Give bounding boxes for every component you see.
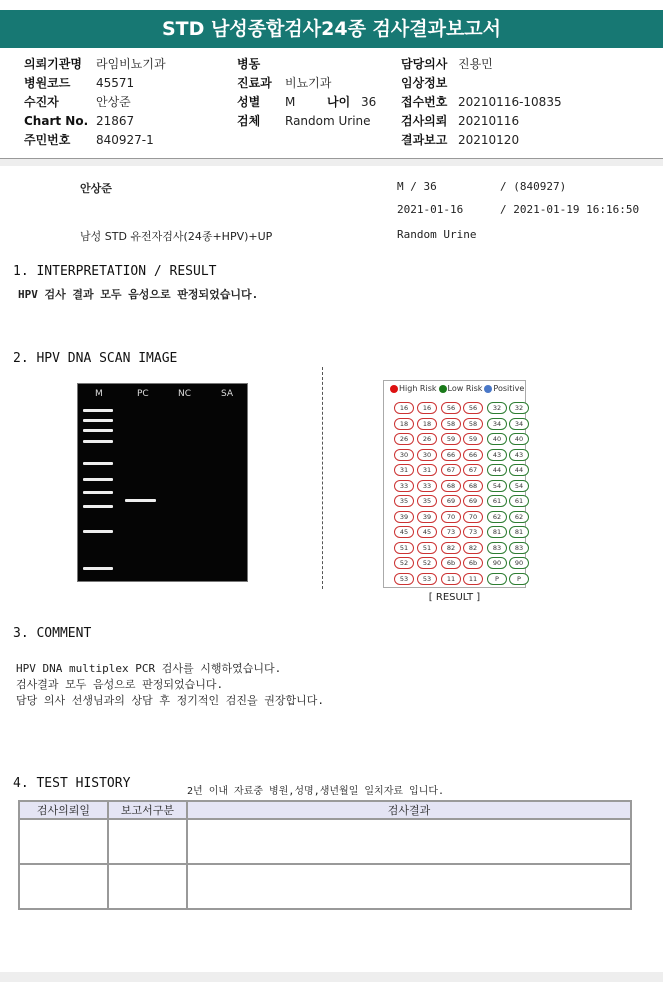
info-label: 진료과: [237, 76, 272, 90]
interpretation-text: HPV 검사 결과 모두 음성으로 판정되었습니다.: [18, 288, 259, 301]
marker-band: [83, 409, 113, 412]
section-comment-title: 3. COMMENT: [13, 626, 92, 641]
high-risk-dot-icon: [390, 385, 398, 393]
hpv-dot-high-risk: 35: [417, 495, 437, 507]
marker-band: [83, 505, 113, 508]
hpv-dot-high-risk: 30: [417, 449, 437, 461]
info-row-hospital-code: [24, 74, 166, 93]
info-row-doctor: [401, 55, 562, 74]
hpv-dot-high-risk: 11: [463, 573, 483, 585]
hpv-dot-high-risk: 67: [441, 464, 461, 476]
info-row-patient: [24, 93, 166, 112]
hpv-dot-low-risk: 90: [487, 557, 507, 569]
hpv-dot-high-risk: 51: [394, 542, 414, 554]
info-mid-column: [237, 55, 376, 131]
info-label: 나이: [327, 95, 351, 109]
hpv-dot-high-risk: 69: [441, 495, 461, 507]
hpv-dot-high-risk: 33: [394, 480, 414, 492]
info-label: 접수번호: [401, 95, 448, 109]
hpv-dot-high-risk: 11: [441, 573, 461, 585]
hpv-dot-high-risk: 18: [417, 418, 437, 430]
positive-dot-icon: [484, 385, 492, 393]
info-row-ward: [237, 55, 376, 74]
hpv-dot-low-risk: P: [509, 573, 529, 585]
info-row-clinical: [401, 74, 562, 93]
info-label: 담당의사: [401, 57, 448, 71]
legend-label: Low Risk: [447, 384, 483, 393]
hpv-dot-high-risk: 53: [394, 573, 414, 585]
info-value: 비뇨기과: [285, 76, 332, 90]
hpv-dot-high-risk: 6b: [463, 557, 483, 569]
hpv-dot-low-risk: P: [487, 573, 507, 585]
table-cell: [108, 819, 187, 864]
info-value: Random Urine: [285, 114, 371, 128]
patient-name: 안상준: [80, 182, 112, 195]
gel-lane-label: PC: [137, 389, 149, 399]
hpv-dot-low-risk: 34: [509, 418, 529, 430]
hpv-dot-high-risk: 68: [441, 480, 461, 492]
pc-band: [125, 499, 156, 502]
info-left-column: [24, 55, 166, 150]
hpv-dot-low-risk: 32: [487, 402, 507, 414]
hpv-dot-high-risk: 39: [394, 511, 414, 523]
info-value: 20210120: [458, 133, 520, 147]
table-cell: [19, 864, 108, 909]
marker-band: [83, 462, 113, 465]
info-label: 수진자: [24, 95, 59, 109]
hpv-dot-high-risk: 82: [441, 542, 461, 554]
history-note: 2년 이내 자료중 병원,성명,생년월일 일치자료 입니다.: [187, 786, 445, 797]
info-label: 임상정보: [401, 76, 448, 90]
gel-lane-label: NC: [178, 389, 192, 399]
table-cell: [19, 819, 108, 864]
legend-label: High Risk: [399, 384, 437, 393]
marker-band: [83, 530, 113, 533]
hpv-dot-high-risk: 66: [441, 449, 461, 461]
legend-label: Positive: [493, 384, 525, 393]
info-label: 검사의뢰: [401, 114, 448, 128]
info-value: 20210116-10835: [458, 95, 562, 109]
hpv-dot-high-risk: 56: [463, 402, 483, 414]
hpv-dot-high-risk: 31: [394, 464, 414, 476]
info-row-chart-no: [24, 112, 166, 131]
info-label: 의뢰기관명: [24, 57, 82, 71]
hpv-dot-high-risk: 68: [463, 480, 483, 492]
hpv-dot-low-risk: 43: [509, 449, 529, 461]
hpv-dot-low-risk: 44: [487, 464, 507, 476]
table-cell: [187, 819, 631, 864]
hpv-dot-low-risk: 61: [487, 495, 507, 507]
info-label: 병동: [237, 57, 261, 71]
info-value: 21867: [96, 114, 135, 128]
hpv-dot-low-risk: 62: [509, 511, 529, 523]
table-cell: [108, 864, 187, 909]
comment-line: 검사결과 모두 음성으로 판정되었습니다.: [16, 678, 224, 691]
table-row: [19, 864, 631, 909]
test-history-table: [18, 800, 632, 910]
comment-line: 담당 의사 선생님과의 상담 후 정기적인 검진을 권장합니다.: [16, 694, 325, 707]
info-label: 병원코드: [24, 76, 71, 90]
info-label: 결과보고: [401, 133, 448, 147]
report-title: STD 남성종합검사24종 검사결과보고서: [161, 18, 502, 40]
info-row-specimen: [237, 112, 376, 131]
hpv-dot-high-risk: 58: [463, 418, 483, 430]
marker-band: [83, 429, 113, 432]
hpv-dot-low-risk: 83: [487, 542, 507, 554]
gel-lane-label: SA: [221, 389, 234, 399]
info-value: 안상준: [96, 95, 131, 109]
hpv-dot-low-risk: 83: [509, 542, 529, 554]
hpv-dot-low-risk: 61: [509, 495, 529, 507]
footer-bar: [0, 972, 663, 982]
hpv-dot-high-risk: 56: [441, 402, 461, 414]
hpv-dot-high-risk: 73: [463, 526, 483, 538]
hpv-dot-high-risk: 35: [394, 495, 414, 507]
hpv-dot-low-risk: 43: [487, 449, 507, 461]
column-header: 검사의뢰일: [19, 801, 108, 819]
patient-sex-age: M / 36: [397, 180, 437, 193]
marker-band: [83, 491, 113, 494]
hpv-dot-high-risk: 18: [394, 418, 414, 430]
section-history-title: 4. TEST HISTORY: [13, 776, 131, 791]
hpv-dot-high-risk: 70: [463, 511, 483, 523]
hpv-dot-high-risk: 52: [417, 557, 437, 569]
info-value: 라임비뇨기과: [96, 57, 166, 71]
grid-legend: [388, 384, 524, 393]
table-row: [19, 819, 631, 864]
info-value: 20210116: [458, 114, 520, 128]
test-name: 남성 STD 유전자검사(24종+HPV)+UP: [80, 230, 273, 243]
hpv-dot-high-risk: 16: [417, 402, 437, 414]
patient-birth: / (840927): [500, 180, 567, 193]
received-date: 2021-01-16: [397, 203, 464, 216]
info-label: 성별: [237, 95, 261, 109]
hpv-dot-high-risk: 33: [417, 480, 437, 492]
hpv-dot-low-risk: 54: [487, 480, 507, 492]
marker-band: [83, 567, 113, 570]
hpv-dot-high-risk: 52: [394, 557, 414, 569]
hpv-dot-high-risk: 70: [441, 511, 461, 523]
info-row-dept: [237, 74, 376, 93]
info-label: 검체: [237, 114, 261, 128]
hpv-dot-high-risk: 59: [463, 433, 483, 445]
result-caption: [ RESULT ]: [428, 592, 481, 603]
marker-band: [83, 440, 113, 443]
hpv-dot-low-risk: 44: [509, 464, 529, 476]
hpv-dot-low-risk: 54: [509, 480, 529, 492]
hpv-dot-high-risk: 73: [441, 526, 461, 538]
hpv-dot-low-risk: 90: [509, 557, 529, 569]
reported-datetime: / 2021-01-19 16:16:50: [500, 203, 640, 216]
marker-band: [83, 419, 113, 422]
hpv-dot-high-risk: 51: [417, 542, 437, 554]
hpv-dot-high-risk: 16: [394, 402, 414, 414]
info-value: 진용민: [458, 57, 493, 71]
info-row-institution: [24, 55, 166, 74]
column-header: 보고서구분: [108, 801, 187, 819]
info-row-request-date: [401, 112, 562, 131]
table-header-row: [19, 801, 631, 819]
comment-line: HPV DNA multiplex PCR 검사를 시행하였습니다.: [16, 662, 282, 675]
hpv-dot-low-risk: 62: [487, 511, 507, 523]
hpv-dot-high-risk: 82: [463, 542, 483, 554]
hpv-dot-low-risk: 40: [509, 433, 529, 445]
gel-lane-label: M: [95, 389, 103, 399]
hpv-dot-high-risk: 26: [417, 433, 437, 445]
info-value: 840927-1: [96, 133, 154, 147]
hpv-dot-low-risk: 40: [487, 433, 507, 445]
low-risk-dot-icon: [439, 385, 447, 393]
gel-electrophoresis-image: [77, 383, 248, 582]
info-row-sex-age: [237, 93, 376, 112]
hpv-dot-low-risk: 81: [509, 526, 529, 538]
section-scan-image-title: 2. HPV DNA SCAN IMAGE: [13, 351, 178, 366]
report-title-bar: [0, 10, 663, 48]
info-row-receipt-no: [401, 93, 562, 112]
column-header: 검사결과: [187, 801, 631, 819]
hpv-dot-high-risk: 30: [394, 449, 414, 461]
info-row-report-date: [401, 131, 562, 150]
hpv-dot-high-risk: 58: [441, 418, 461, 430]
hpv-dot-high-risk: 59: [441, 433, 461, 445]
table-cell: [187, 864, 631, 909]
hpv-dot-low-risk: 34: [487, 418, 507, 430]
hpv-dot-high-risk: 45: [394, 526, 414, 538]
hpv-dot-low-risk: 81: [487, 526, 507, 538]
section-interpretation-title: 1. INTERPRETATION / RESULT: [13, 264, 217, 279]
hpv-dot-high-risk: 67: [463, 464, 483, 476]
hpv-dot-high-risk: 53: [417, 573, 437, 585]
header-divider: [0, 158, 663, 166]
hpv-dot-high-risk: 39: [417, 511, 437, 523]
info-label: 주민번호: [24, 133, 71, 147]
info-right-column: [401, 55, 562, 150]
info-row-resident-no: [24, 131, 166, 150]
hpv-dot-high-risk: 6b: [441, 557, 461, 569]
hpv-dot-high-risk: 66: [463, 449, 483, 461]
hpv-dot-high-risk: 45: [417, 526, 437, 538]
hpv-result-grid: [383, 380, 526, 588]
marker-band: [83, 478, 113, 481]
image-divider: [322, 367, 323, 589]
hpv-dot-high-risk: 31: [417, 464, 437, 476]
info-value: M: [285, 95, 296, 109]
info-value: 36: [361, 95, 377, 109]
hpv-dot-low-risk: 32: [509, 402, 529, 414]
info-value: 45571: [96, 76, 135, 90]
specimen-type: Random Urine: [397, 228, 477, 241]
info-label: Chart No.: [24, 114, 89, 128]
hpv-dot-high-risk: 69: [463, 495, 483, 507]
hpv-dot-high-risk: 26: [394, 433, 414, 445]
